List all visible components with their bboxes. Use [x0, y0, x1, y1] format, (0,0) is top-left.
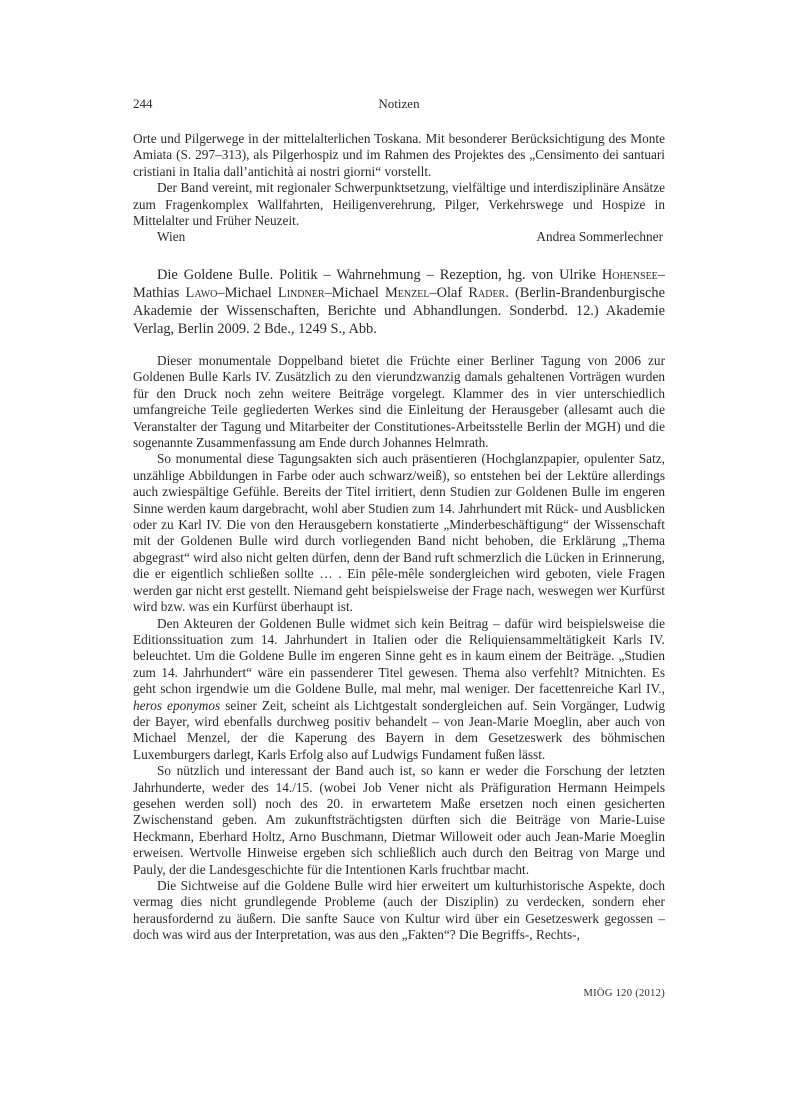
italic-term: heros eponymos	[133, 697, 221, 713]
editor-separator: –Michael	[324, 285, 386, 301]
review-paragraph: So monumental diese Tagungsakten sich auch präsentieren (Hochglanzpapier, opulenter Satz, unzählige Abbildungen in Farbe oder auch schwarz/weiß), so entstehen bei der Lektüre allerdings auch zwiespältige Gefühle. Bereits der Titel irritiert, denn Studien zur Goldenen Bulle im engeren Sinne werden kaum dargebracht, wohl aber Studien zum 14. Jahrhundert mit Rück- und Ausblicken oder zu Karl IV. Die von den Herausgebern konstatierte „Minderbeschäftigung“ der Wissenschaft mit der Goldenen Bulle wird durch vorliegenden Band nicht behoben, die Erklärung „Thema abgegrast“ wird also nicht gelten dürfen, denn der Band ruft schmerzlich die Lücken in Erinnerung, die er eigentlich schließen sollte … . Ein pêle-mêle sondergleichen wird geboten, viele Fragen werden gar nicht erst gestellt. Niemand geht beispielsweise der Frage nach, weswegen wer Kurfürst wird bzw. was ein Kurfürst überhaupt ist.	[133, 451, 665, 615]
previous-review-paragraph: Der Band vereint, mit regionaler Schwerpunktsetzung, vielfältige und interdisziplinäre Ansätze zum Fragenkomplex Wallfahrten, Heiligenverehrung, Pilger, Verkehrswege und Hospize in Mittelalter und Früher Neuzeit.	[133, 180, 665, 229]
journal-footer: MIÖG 120 (2012)	[583, 988, 665, 999]
previous-review-paragraph: Orte und Pilgerwege in der mittelalterlichen Toskana. Mit besonderer Berücksichtigung des Monte Amiata (S. 297–313), als Pilgerhospiz und im Rahmen des Projektes des „Censimento dei santuari cristiani in Italia dall’antichità ai nostri giorni“ vorstellt.	[133, 131, 665, 179]
signature-author: Andrea Sommerlechner	[536, 229, 663, 245]
editor-name: Hohensee	[601, 267, 658, 283]
review-paragraph: Dieser monumentale Doppelband bietet die Früchte einer Berliner Tagung von 2006 zur Goldenen Bulle Karls IV. Zusätzlich zu den vierundzwanzig damals gehaltenen Vorträgen wurden für den Druck noch zehn weitere Beiträge vorgelegt. Klammer des in vier unterschiedlich umfangreiche Teile gegliederten Werkes sind die Einleitung der Herausgeber (allesamt auch die Veranstalter der Tagung und Mitarbeiter der Constitutiones-Arbeitsstelle Berlin der MGH) und die sogenannte Zusammenfassung am Ende durch Johannes Helmrath.	[133, 353, 665, 451]
editor-name: Lindner	[277, 285, 325, 301]
book-title: Die Goldene Bulle. Politik – Wahrnehmung – Rezeption, hg. von Ulrike	[157, 267, 602, 283]
editor-name: Rader	[468, 285, 506, 301]
editor-separator: –Michael	[217, 285, 278, 301]
review-paragraph	[133, 616, 665, 764]
publication-details: . (Berlin-Brandenburgische Akademie der Wissenschaften, Berichte und Abhandlungen. Sonderbd. 12.) Akademie Verlag, Berlin 2009. 2 Bde., 1249 S., Abb.	[133, 285, 665, 337]
review-paragraph: So nützlich und interessant der Band auch ist, so kann er weder die Forschung der letzten Jahrhunderte, weder des 14./15. (wobei Job Vener nicht als Präfiguration Hermann Heimpels gesehen werden soll) noch des 20. in erwartetem Maße ersetzen noch einen gesicherten Zwischenstand geben. Am zukunftsträchtigsten dürften sich die Beiträge von Marie-Luise Heckmann, Eberhard Holtz, Arno Buschmann, Dietmar Willoweit oder auch Jean-Marie Moeglin erweisen. Wertvolle Hinweise ergeben sich schließlich auch durch den Beitrag von Marge und Pauly, der die Landesgeschichte für die Intentionen Karls fruchtbar macht.	[133, 763, 665, 877]
bibliographic-entry	[133, 266, 665, 338]
document-page	[133, 0, 665, 1101]
running-head	[133, 96, 665, 116]
page-number: 244	[133, 96, 153, 111]
review-body	[133, 353, 665, 944]
review-text: seiner Zeit, scheint als Lichtgestalt sondergleichen auf. Sein Vorgänger, Ludwig der Bayer, wird ebenfalls durchweg positiv behandelt – von Jean-Marie Moeglin, aber auch von Michael Menzel, der die Kaperung des Bayern in dem Gesetzeswerk des böhmischen Luxemburgers darlegt, Karls Erfolg also auf Ludwigs Fundament fußen lässt.	[133, 697, 665, 762]
review-text: Den Akteuren der Goldenen Bulle widmet sich kein Beitrag – dafür wird beispielsweise die Editionssituation zum 14. Jahrhundert in Italien oder die Reliquiensammeltätigkeit Karls IV. beleuchtet. Um die Goldene Bulle im engeren Sinne geht es in kaum einem der Beiträge. „Studien zum 14. Jahrhundert“ wäre ein passenderer Titel gewesen. Thema also verfehlt? Mitnichten. Es geht schon irgendwie um die Goldene Bulle, mal mehr, mal weniger. Der facettenreiche Karl IV.,	[133, 615, 665, 697]
review-signature	[133, 229, 665, 247]
editor-separator: –Olaf	[429, 285, 469, 301]
editor-name: Lawo	[185, 285, 218, 301]
previous-review-ending	[133, 131, 665, 247]
bibliographic-citation	[133, 266, 665, 338]
running-title: Notizen	[378, 96, 420, 111]
signature-place: Wien	[157, 229, 186, 245]
editor-name: Menzel	[385, 285, 430, 301]
editor-separator: –Mathias	[133, 267, 665, 301]
review-paragraph: Die Sichtweise auf die Goldene Bulle wird hier erweitert um kulturhistorische Aspekte, doch vermag dies nicht grundlegende Probleme (auch der Disziplin) zu verdecken, sondern eher herausfordernd zu äußern. Die sanfte Sauce von Kultur wird über ein Gesetzeswerk gegossen – doch was wird aus der Interpretation, was aus den „Fakten“? Die Begriffs-, Rechts-,	[133, 878, 665, 943]
